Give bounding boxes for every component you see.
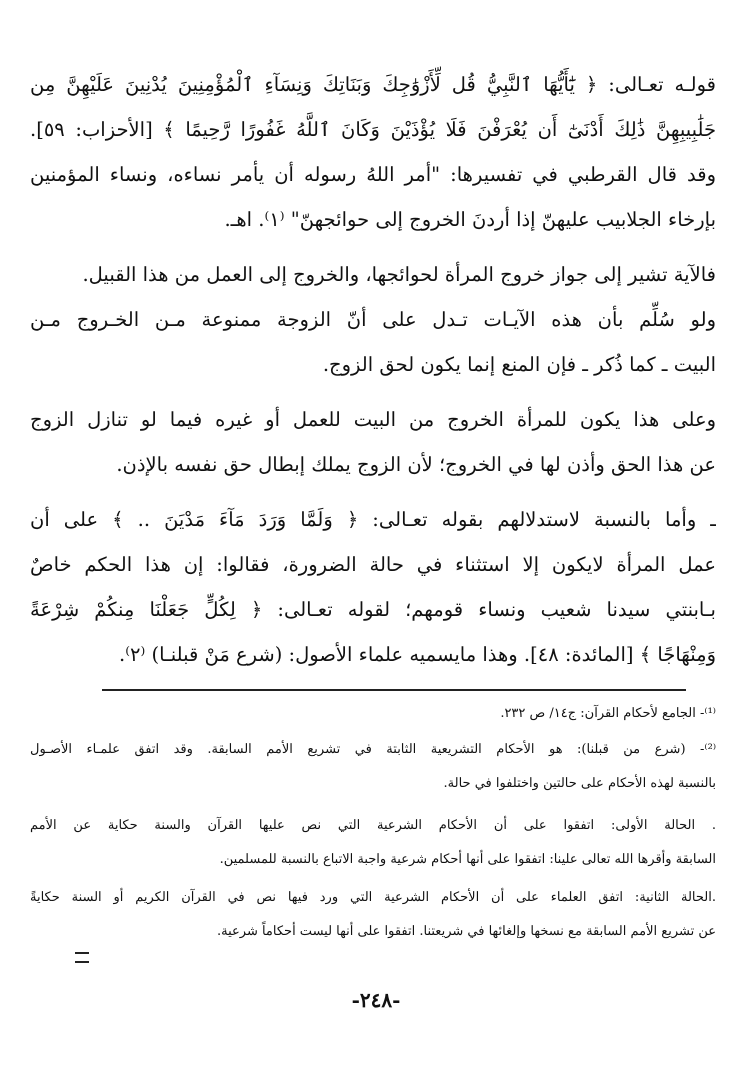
footnote-1: ⁽¹⁾- الجامع لأحكام القرآن: ج١٤/ ص ٢٣٢. — [500, 706, 716, 721]
footnote-2-cont: بالنسبة لهذه الأحكام على حالتين واختلفوا في حالة. — [443, 776, 716, 791]
footnote-case-2-cont: عن تشريع الأمم السابقة مع نسخها وإلغائها في شريعتنا. اتفقوا على أنها ليست أحكاماً شرعية. — [216, 924, 716, 939]
footnote-case-1-cont: السابقة وأقرها الله تعالى علينا: اتفقوا على أنها أحكام شرعية واجبة الاتباع بالنسبة للمسلمين. — [219, 852, 716, 867]
text-line: عمل المرأة لايكون إلا استثناء في حالة الضرورة، فقالوا: إن هذا الحكم خاصٌ — [30, 553, 716, 576]
text-line: بإرخاء الجلابيب عليهنّ إذا أردنَ الخروج إلى حوائجهنّ" ⁽١⁾. اهـ. — [224, 208, 716, 231]
page-number: -٢٤٨- — [351, 988, 401, 1012]
text-line: البيت ـ كما ذُكر ـ فإن المنع إنما يكون لحق الزوج. — [322, 353, 716, 376]
text-line: ـ وأما بالنسبة لاستدلالهم بقوله تعـالى: ﴿ وَلَمَّا وَرَدَ مَآءَ مَدْيَنَ .. ﴾ على أن — [30, 508, 716, 531]
footnote-case-1: . الحالة الأولى: اتفقوا على أن الأحكام الشرعية التي نص عليها القرآن والسنة حكاية عن الأمم — [30, 818, 716, 833]
text-line: فالآية تشير إلى جواز خروج المرأة لحوائجها، والخروج إلى العمل من هذا القبيل. — [82, 263, 716, 286]
main-text — [30, 62, 716, 677]
text-line: بـابنتي سيدنا شعيب ونساء قومهم؛ لقوله تعـالى: ﴿ لِكُلٍّ جَعَلْنَا مِنكُمْ شِرْعَةً — [30, 598, 716, 621]
end-mark — [75, 952, 89, 963]
footnote-2: ⁽²⁾- (شرع من قبلنا): هو الأحكام التشريعية الثابتة في تشريع الأمم السابقة. وقد اتفق علمـاء الأصـول — [30, 742, 717, 757]
text-line: عن هذا الحق وأذن لها في الخروج؛ لأن الزوج يملك إبطال حق نفسه بالإذن. — [116, 453, 716, 476]
text-line: وعلى هذا يكون للمرأة الخروج من البيت للعمل أو غيره فيما لو تنازل الزوج — [30, 408, 716, 431]
text-line: وقد قال القرطبي في تفسيرها: "أمر اللهُ رسوله أن يأمر نساءه، ونساء المؤمنين — [30, 163, 716, 186]
footnote-case-2: .الحالة الثانية: اتفق العلماء على أن الأحكام الشرعية التي ورد فيها نص في القرآن الكريم أو السنة حكايةً — [30, 890, 716, 905]
text-line: قولـه تعـالى: ﴿ يَٰٓأَيُّهَا ٱلنَّبِيُّ قُل لِّأَزْوَٰجِكَ وَبَنَاتِكَ وَنِسَآءِ ٱلْمُؤْمِنِينَ يُدْنِينَ عَلَيْهِنَّ مِن — [30, 73, 716, 96]
text-line: ولو سُلِّم بأن هذه الآيـات تـدل على أنّ الزوجة ممنوعة مـن الخـروج مـن — [30, 308, 716, 331]
text-line: جَلَٰبِيبِهِنَّ ذَٰلِكَ أَدْنَىٰٓ أَن يُعْرَفْنَ فَلَا يُؤْذَيْنَ وَكَانَ ٱللَّهُ غَفُورًا رَّحِيمًا ﴾ [الأحزاب: ٥٩]. — [30, 118, 716, 141]
text-line: وَمِنْهَاجًا ﴾ [المائدة: ٤٨]. وهذا مايسميه علماء الأصول: (شرع مَنْ قبلنـا) ⁽٢⁾. — [119, 643, 716, 666]
footnote-divider — [102, 689, 686, 691]
